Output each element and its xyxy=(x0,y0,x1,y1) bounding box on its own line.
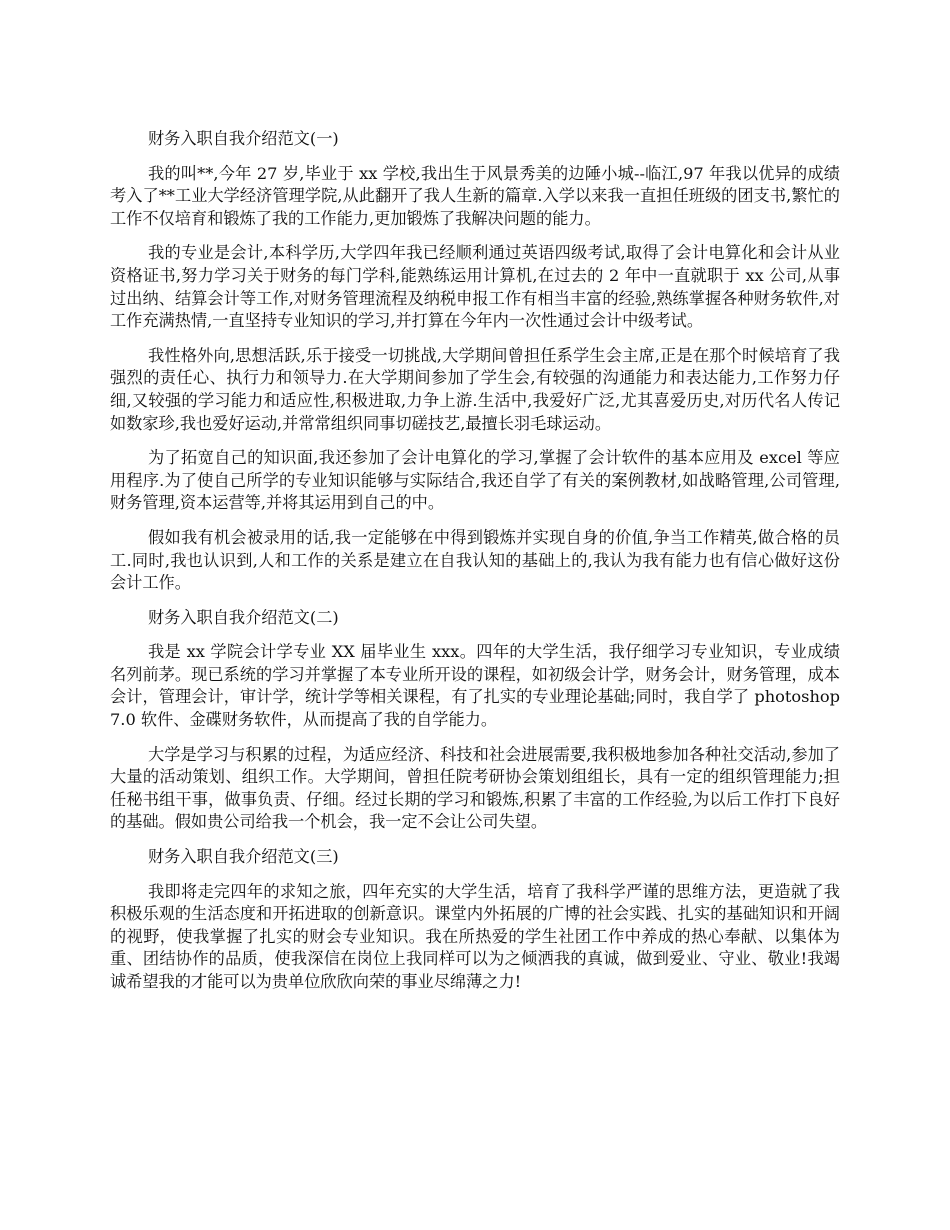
section-2-title: 财务入职自我介绍范文(二) xyxy=(148,607,339,627)
section-1-paragraph-2: 我的专业是会计,本科学历,大学四年我已经顺利通过英语四级考试,取得了会计电算化和会计从业资格证书,努力学习关于财务的每门学科,能熟练运用计算机,在过去的 2 年中一直就职于 xx 公司,从事过出纳、结算会计等工作,对财务管理流程及纳税申报工作有相当丰富的经验,熟练掌握各种财务软件,对工作充满热情,一直坚持专业知识的学习,并打算在今年内一次性通过会计中级考试。 xyxy=(110,243,840,331)
section-3-paragraph-1: 我即将走完四年的求知之旅，四年充实的大学生活，培育了我科学严谨的思维方法，更造就了我积极乐观的生活态度和开拓进取的创新意识。课堂内外拓展的广博的社会实践、扎实的基础知识和开阔的视野，使我掌握了扎实的财会专业知识。我在所热爱的学生社团工作中养成的热心奉献、以集体为重、团结协作的品质，使我深信在岗位上我同样可以为之倾洒我的真诚，做到爱业、守业、敬业!我竭诚希望我的才能可以为贵单位欣欣向荣的事业尽绵薄之力! xyxy=(110,881,840,991)
section-1-paragraph-3: 我性格外向,思想活跃,乐于接受一切挑战,大学期间曾担任系学生会主席,正是在那个时候培育了我强烈的责任心、执行力和领导力.在大学期间参加了学生会,有较强的沟通能力和表达能力,工作努力仔细,又较强的学习能力和适应性,积极进取,力争上游.生活中,我爱好广泛,尤其喜爱历史,对历代名人传记如数家珍,我也爱好运动,并常常组织同事切磋技艺,最擅长羽毛球运动。 xyxy=(110,345,840,433)
section-2 xyxy=(110,607,840,834)
section-3-title: 财务入职自我介绍范文(三) xyxy=(148,847,339,867)
section-2-paragraph-2: 大学是学习与积累的过程，为适应经济、科技和社会进展需要,我积极地参加各种社交活动,参加了大量的活动策划、组织工作。大学期间，曾担任院考研协会策划组组长，具有一定的组织管理能力;担任秘书组干事，做事负责、仔细。经过长期的学习和锻炼,积累了丰富的工作经验,为以后工作打下良好的基础。假如贵公司给我一个机会，我一定不会让公司失望。 xyxy=(110,744,840,832)
section-1-paragraph-1: 我的叫**,今年 27 岁,毕业于 xx 学校,我出生于风景秀美的边陲小城--临江,97 年我以优异的成绩考入了**工业大学经济管理学院,从此翻开了我人生新的篇章.入学以来我一直担任班级的团支书,繁忙的工作不仅培育和锻炼了我的工作能力,更加锻炼了我解决问题的能力。 xyxy=(110,163,840,228)
section-1-paragraph-5: 假如我有机会被录用的话,我一定能够在中得到锻炼并实现自身的价值,争当工作精英,做合格的员工.同时,我也认识到,人和工作的关系是建立在自我认知的基础上的,我认为我有能力也有信心做好这份会计工作。 xyxy=(110,527,840,593)
section-2-paragraph-1: 我是 xx 学院会计学专业 XX 届毕业生 xxx。四年的大学生活，我仔细学习专业知识，专业成绩名列前茅。现已系统的学习并掌握了本专业所开设的课程，如初级会计学，财务会计，财务管理，成本会计，管理会计，审计学，统计学等相关课程，有了扎实的专业理论基础;同时，我自学了 photoshop 7.0 软件、金碟财务软件，从而提高了我的自学能力。 xyxy=(110,642,840,730)
section-1-title: 财务入职自我介绍范文(一) xyxy=(148,129,339,148)
section-3 xyxy=(110,846,840,994)
section-1 xyxy=(110,128,840,595)
section-1-paragraph-4: 为了拓宽自己的知识面,我还参加了会计电算化的学习,掌握了会计软件的基本应用及 excel 等应用程序.为了使自己所学的专业知识能够与实际结合,我还自学了有关的案例教材,如战略管理,公司管理,财务管理,资本运营等,并将其运用到自己的中。 xyxy=(110,448,840,513)
